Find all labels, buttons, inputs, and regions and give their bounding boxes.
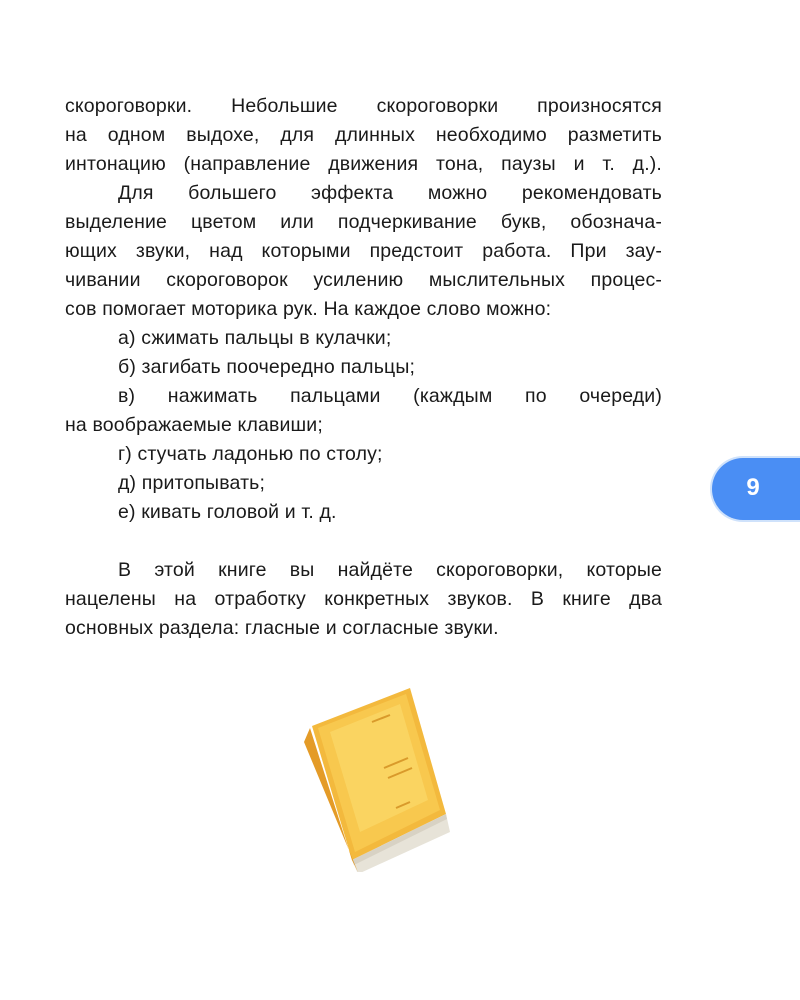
book-icon [304, 688, 450, 872]
text-line: на одном выдохе, для длинных необходимо разметить [65, 124, 662, 146]
list-item-a: а) сжимать пальцы в кулачки; [118, 327, 392, 349]
list-item-f: е) кивать головой и т. д. [118, 501, 337, 523]
text-line: основных раздела: гласные и согласные звуки. [65, 617, 499, 639]
text-line: скороговорки. Небольшие скороговорки произносятся [65, 95, 662, 117]
list-item-b: б) загибать поочередно пальцы; [118, 356, 416, 378]
text-line: ющих звуки, над которыми предстоит работа. При зау- [65, 240, 662, 262]
text-line: выделение цветом или подчеркивание букв, обознача- [65, 211, 662, 233]
text-line: интонацию (направление движения тона, паузы и т. д.). [65, 153, 662, 175]
list-item-c-continued: на воображаемые клавиши; [65, 414, 323, 436]
paragraph-gap [65, 527, 662, 556]
list-item-e: д) притопывать; [118, 472, 266, 494]
list-item-d: г) стучать ладонью по столу; [118, 443, 383, 465]
text-line: чивании скороговорок усилению мыслительных процес- [65, 269, 662, 291]
page-number: 9 [746, 474, 760, 501]
text-line: нацелены на отработку конкретных звуков. В книге два [65, 588, 662, 610]
paragraph-start-line: В этой книге вы найдёте скороговорки, которые [118, 559, 662, 581]
list-item-c: в) нажимать пальцами (каждым по очереди) [118, 385, 662, 407]
text-line: сов помогает моторика рук. На каждое слово можно: [65, 298, 552, 320]
paragraph-start-line: Для большего эффекта можно рекомендовать [118, 182, 662, 204]
book-illustration [300, 682, 470, 872]
body-text [65, 92, 662, 643]
